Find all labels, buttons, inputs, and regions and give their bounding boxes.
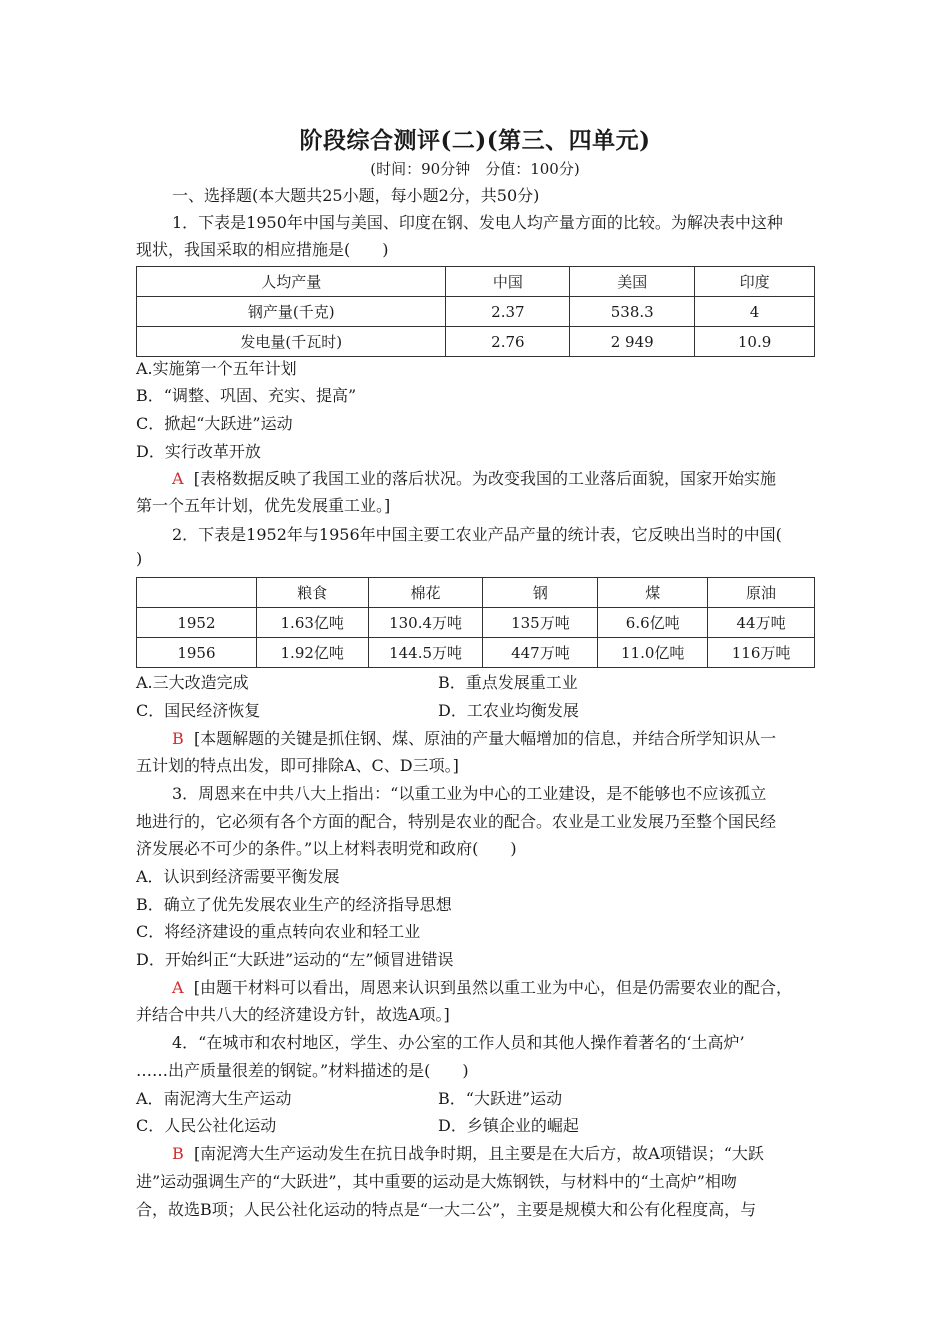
q4-stem-line-2: ……出产质量很差的钢锭。”材料描述的是( ) <box>136 1061 469 1080</box>
q1-stem-line-2: 现状，我国采取的相应措施是( ) <box>136 240 389 259</box>
table-header-cell: 人均产量 <box>137 267 446 297</box>
q3-explanation-line-2: 并结合中共八大的经济建设方针，故选A项。] <box>136 1005 450 1024</box>
q2-options-row-1 <box>136 670 815 693</box>
table-header-cell: 中国 <box>446 267 570 297</box>
q2-explanation-line-1 <box>172 726 776 749</box>
q2-stem-line-2: ) <box>136 549 143 568</box>
q4-explanation-line-1 <box>172 1141 764 1164</box>
q3-option-a: A．认识到经济需要平衡发展 <box>136 867 340 886</box>
q2-answer: B <box>172 729 184 748</box>
q1-table <box>136 266 815 357</box>
q4-explanation-line-2: 进”运动强调生产的“大跃进”，其中重要的运动是大炼钢铁，与材料中的“土高炉”相吻 <box>136 1172 737 1191</box>
q4-options-row-1 <box>136 1086 815 1109</box>
table-row <box>137 608 815 638</box>
table-row <box>137 638 815 668</box>
table-cell: 2.76 <box>446 327 570 357</box>
q3-explanation-text: [由题干材料可以看出，周恩来认识到虽然以重工业为中心，但是仍需要农业的配合， <box>193 978 792 997</box>
table-cell: 144.5万吨 <box>368 638 483 668</box>
q1-explanation-text: [表格数据反映了我国工业的落后状况。为改变我国的工业落后面貌，国家开始实施 <box>193 469 776 488</box>
q4-explanation-text: [南泥湾大生产运动发生在抗日战争时期，且主要是在大后方，故A项错误；“大跃 <box>193 1144 764 1163</box>
table-cell: 6.6亿吨 <box>598 608 708 638</box>
table-cell: 11.0亿吨 <box>598 638 708 668</box>
table-cell: 2 949 <box>570 327 695 357</box>
table-cell: 130.4万吨 <box>368 608 483 638</box>
table-cell: 44万吨 <box>708 608 815 638</box>
table-header-cell: 钢 <box>483 578 598 608</box>
q1-option-a: A.实施第一个五年计划 <box>136 359 297 378</box>
table-header-cell: 棉花 <box>368 578 483 608</box>
q3-explanation-line-1 <box>172 975 792 998</box>
q1-option-c: C．掀起“大跃进”运动 <box>136 414 293 433</box>
q4-option-b: B．“大跃进”运动 <box>438 1089 563 1108</box>
q2-options-row-2 <box>136 698 815 721</box>
q3-answer: A <box>172 978 184 997</box>
table-cell: 钢产量(千克) <box>137 297 446 327</box>
table-row <box>137 327 815 357</box>
page-title: 阶段综合测评(二)(第三、四单元) <box>299 127 651 154</box>
table-cell: 538.3 <box>570 297 695 327</box>
q4-option-a: A．南泥湾大生产运动 <box>136 1089 292 1108</box>
table-header-cell: 粮食 <box>256 578 368 608</box>
q1-option-b: B．“调整、巩固、充实、提高” <box>136 386 357 405</box>
q4-stem-line-1: 4．“在城市和农村地区，学生、办公室的工作人员和其他人操作着著名的‘土高炉’ <box>172 1033 745 1052</box>
q4-option-d: D．乡镇企业的崛起 <box>438 1116 579 1135</box>
q3-option-b: B．确立了优先发展农业生产的经济指导思想 <box>136 895 452 914</box>
table-cell: 1.63亿吨 <box>256 608 368 638</box>
table-cell: 116万吨 <box>708 638 815 668</box>
table-cell: 10.9 <box>695 327 815 357</box>
q4-options-row-2 <box>136 1113 815 1136</box>
table-header-cell: 原油 <box>708 578 815 608</box>
q3-stem-line-1: 3．周恩来在中共八大上指出：“以重工业为中心的工业建设，是不能够也不应该孤立 <box>172 784 767 803</box>
q4-answer: B <box>172 1144 184 1163</box>
q2-option-c: C．国民经济恢复 <box>136 701 261 720</box>
table-cell: 1956 <box>137 638 257 668</box>
q2-option-d: D．工农业均衡发展 <box>438 701 579 720</box>
table-header-cell: 印度 <box>695 267 815 297</box>
q1-explanation-line-2: 第一个五年计划，优先发展重工业。] <box>136 496 391 515</box>
table-header-cell: 美国 <box>570 267 695 297</box>
table-cell: 1952 <box>137 608 257 638</box>
q2-option-b: B．重点发展重工业 <box>438 673 578 692</box>
table-cell: 447万吨 <box>483 638 598 668</box>
q2-stem-line-1: 2．下表是1952年与1956年中国主要工农业产品产量的统计表，它反映出当时的中国( <box>172 525 782 544</box>
q1-answer: A <box>172 469 184 488</box>
section-heading: 一、选择题(本大题共25小题，每小题2分，共50分) <box>172 186 540 205</box>
q4-option-c: C．人民公社化运动 <box>136 1116 277 1135</box>
table-cell: 4 <box>695 297 815 327</box>
table-cell: 发电量(千瓦时) <box>137 327 446 357</box>
q1-explanation-line-1 <box>172 466 776 489</box>
q1-option-d: D．实行改革开放 <box>136 442 261 461</box>
q2-explanation-text: [本题解题的关键是抓住钢、煤、原油的产量大幅增加的信息，并结合所学知识从一 <box>193 729 777 748</box>
q3-option-d: D．开始纠正“大跃进”运动的“左”倾冒进错误 <box>136 950 454 969</box>
table-header-cell: 煤 <box>598 578 708 608</box>
q3-stem-line-3: 济发展必不可少的条件。”以上材料表明党和政府( ) <box>136 839 517 858</box>
table-cell: 1.92亿吨 <box>256 638 368 668</box>
q2-explanation-line-2: 五计划的特点出发，即可排除A、C、D三项。] <box>136 756 459 775</box>
table-header-cell <box>137 578 257 608</box>
table-cell: 135万吨 <box>483 608 598 638</box>
q3-option-c: C．将经济建设的重点转向农业和轻工业 <box>136 922 421 941</box>
q2-table <box>136 577 815 668</box>
q2-option-a: A.三大改造完成 <box>136 673 249 692</box>
table-cell: 2.37 <box>446 297 570 327</box>
table-header-row <box>137 578 815 608</box>
page-subtitle: (时间：90分钟 分值：100分) <box>370 160 580 178</box>
table-header-row <box>137 267 815 297</box>
table-row <box>137 297 815 327</box>
q1-stem-line-1: 1．下表是1950年中国与美国、印度在钢、发电人均产量方面的比较。为解决表中这种 <box>172 213 783 232</box>
q3-stem-line-2: 地进行的，它必须有各个方面的配合，特别是农业的配合。农业是工业发展乃至整个国民经 <box>136 812 777 831</box>
q4-explanation-line-3: 合，故选B项；人民公社化运动的特点是“一大二公”，主要是规模大和公有化程度高，与 <box>136 1200 757 1219</box>
